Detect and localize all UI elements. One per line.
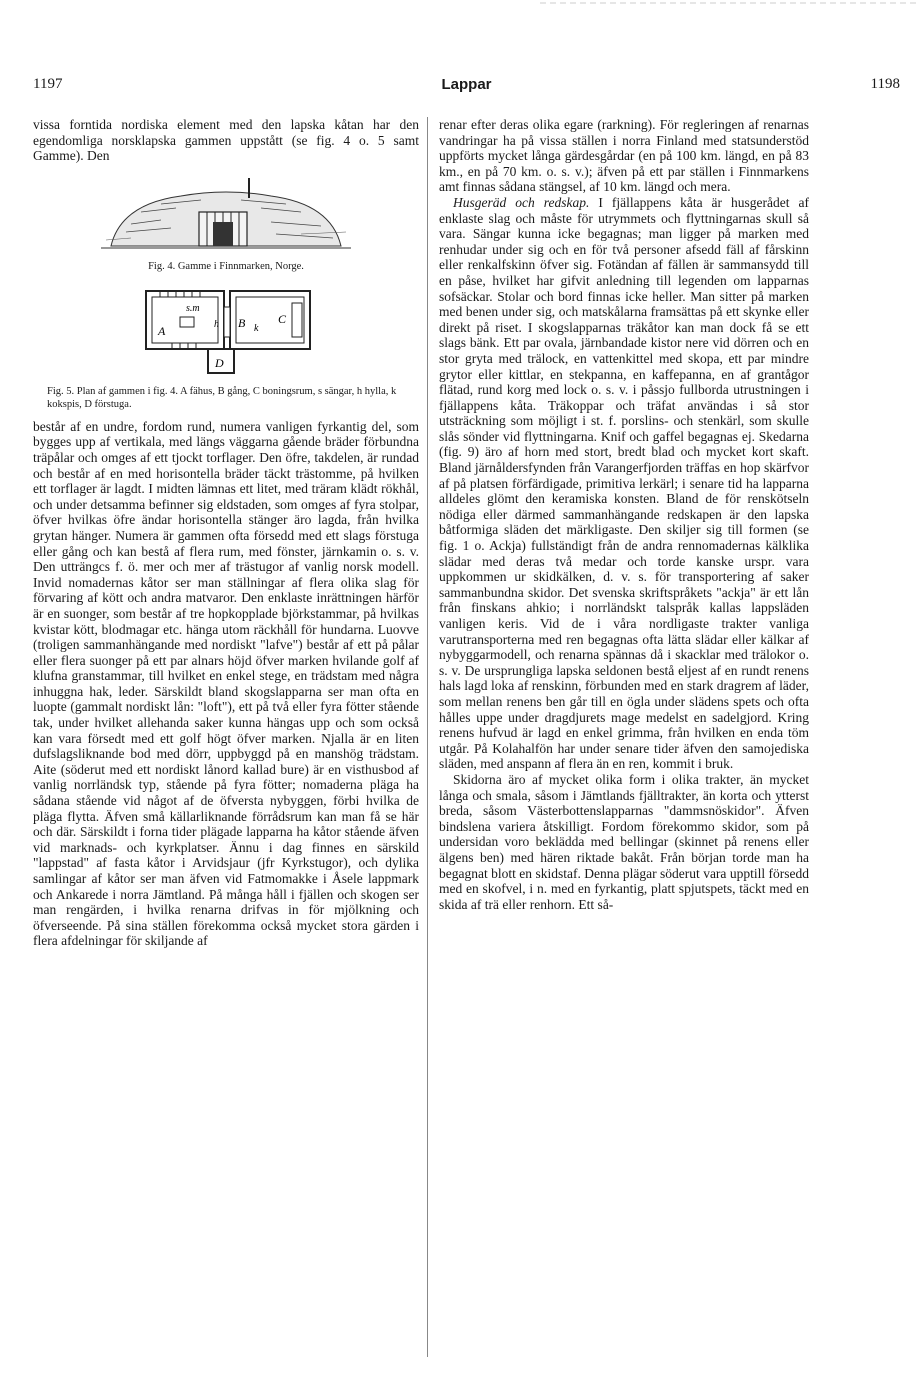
right-paragraph-2 [439, 195, 809, 772]
figure-4-caption: Fig. 4. Gamme i Finnmarken, Norge. [148, 260, 304, 272]
plan-label-h: h [214, 318, 219, 330]
page-number-left: 1197 [33, 76, 63, 92]
plan-label-C: C [278, 311, 287, 326]
page-header [33, 76, 900, 98]
plan-label-k: k [254, 322, 259, 334]
section-heading-husgerad: Husgeräd och redskap. [453, 194, 590, 210]
gamme-illustration [101, 174, 351, 254]
left-column [33, 117, 419, 949]
right-paragraph-1: renar efter deras olika egare (rarkning). För regleringen af renarnas vandringar ha på vissa ställen i norra Finland med statsunderstöd uppförts mycket långa gärdesgårdar (en på 100 km. längd, en på 83 km., en på 70 km. o. s. v.); äfven på ett par ställen i Finnmarkens amt finnas sådana stängsel, af 10 km. längd och mera. [439, 117, 809, 195]
figure-5-caption: Fig. 5. Plan af gammen i fig. 4. A fähus, B gång, C boningsrum, s sängar, h hylla, k kokspis, D förstuga. [47, 385, 397, 410]
running-title: Lappar [441, 76, 492, 93]
plan-label-A: A [158, 323, 166, 338]
plan-label-D: D [215, 355, 224, 370]
page-number-right: 1198 [870, 76, 900, 92]
top-edge-dashes [540, 0, 920, 6]
right-paragraph-2-text: I fjällappens kåta är husgerådet af enklaste slag och måste för utrymmets och flyttningarnas skull så vara. Sängar kunna icke begagnas; man ligger på marken med renhudar under sig och en för två personer afsedd fäll af fårskinn eller renkalfskinn öfver sig. Fotändan af fällen är sammansydd till en påse, hvilket har gifvit anledning till legenden om lapparnas sofsäckar. Stolar och bord finnas icke heller. Man sitter på marken med benen under sig, och matskålarna framsättas på ett skynke eller direkt på riset. I skogslapparnas träkåtor kan man dock få se ett slags bänk. Ett par ovala, järnbandade kistor nere vid dörren och en stor gryta med trälock, en vattenkittel med skopa, ett par mindre grytor eller kittlar, en stekpanna, en kaffepanna, en af grantågor flätad, rund korg med lock o. s. v. i påssjo fullborda utrustningen i fjällappens kåta. Träkoppar och träfat användas i så stor utsträckning som möjligt i st. f. porslins- och stenkärl, som skulle slås sönder vid flyttningarna. Knif och gaffel begagnas ej. Skedarna (fig. 9) äro af horn med stort, bredt blad och mycket kort skaft. Bland järnåldersfynden från Varangerfjorden träffas en hop skärfvor af på platsen förfärdigade, primitiva lerkärl; i senare tid ha lapparna alldeles glömt den keramiska konsten. Bland de för renskötseln nödiga eller därmed sammanhängande redskapen är den lapska båtformiga släden det märkligaste. Den skiljer sig till formen (se fig. 1 o. Ackja) fullständigt från de andra rennomadernas kälklika slädar med deras två medar och torde kanske urspr. vara uppkommen ur skidkälken, d. v. s. för transportering af saker sammanbundna skidor. Det svenska skriftspråkets "ackja" är ett lån från finskans ahkio; i norrländskt talspråk kallas lappsläden vanligen keris. Vid de i våra nordligaste trakter vanliga varutransporterna med ren begagnas ofta lätta slädar eller kälkar af nybyggarmodell, och renarna spännas då i skacklar med trälokor o. s. v. De ursprungliga lapska seldonen bestå eljest af en rundt renens hals lagd loka af renskinn, förbunden med en stark dragrem af läder, som mellan renens ben går till en ögla under slädens spets och ofta hålles uppe under dragdjurets mage medelst en sadelgjord. Kring renens hufvud är lagd en enkel grimma, från hvilken en enda töm utgår. På Kolahalfön har under senare tider äfven den samojediska släden, med anspann af flera än en ren, kommit i bruk. [439, 194, 809, 772]
plan-label-B: B [238, 315, 246, 330]
plan-label-sm: s.m [186, 302, 200, 314]
right-paragraph-3: Skidorna äro af mycket olika form i olika trakter, än mycket långa och smala, såsom i Jämtlands fjälltrakter, än korta och ytterst breda, såsom Västerbottenslapparnas "dammsnöskidor". Äfven bindslena variera åtskilligt. Fordom förekommo skidor, som på undersidan voro beklädda med bellingar (skinnet på renens eller älgens ben) med hären riktade bakåt. Från början torde man ha begagnat blott en skidstaf. Denna plägar söderut vara upptill försedd med en skofvel, i n. med en fyrkantig, platt spjutspets, täckt med en skida af trä eller renhorn. Ett så- [439, 771, 809, 912]
left-body-text: består af en undre, fordom rund, numera vanligen fyrkantig del, som bygges upp af vertikala, med längs väggarna gående bräder förbundna träpålar och omges af ett tjockt torflager. Den öfre, takdelen, är rundad och består af en med horisontella bräder täckt trästomme, på hvilken ett torflager är lagdt. I midten lämnas ett litet, med träram klädt rökhål, och under detsamma befinner sig eldstaden, som omges af fyra stolpar, öfver hvilkas öfre ändar horisontella stänger äro lagda, från hvilka grytan hänger. Numera är gammen ofta försedd med ett slags förstuga eller gång och kan bestå af flera rum, med fönster, järnkamin o. s. v. Den utträngcs f. ö. mer och mer af trästugor af vanlig norsk modell. Invid nomadernas kåtor ser man ställningar af flera olika slag för förvaring af kött och andra matvaror. Den enklaste inrättningen härför är en suonger, som består af tre hopkopplade björkstammar, på hvilkas kvistar kött, blodmagar etc. hänga utom räckhåll för hundarna. Luovve (troligen sammanhängande med nordiskt "lafve") består af ett på pålar eller flera suonger på ett par alnars höjd öfver marken hvilande golf af klufna granstammar, till hvilket en enkel stege, en trädstam med några inhuggna hak, leder. Särskildt bland skogslapparna ser man ofta en luopte (gammalt nordiskt lån: "loft"), ett på två eller fyra fötter stående tak, under hvilket allehanda saker kunna hängas upp och som också kan vara försedt med ett golf högt öfver marken. Njalla är en liten dufslagsliknande bod med dörr, uppbyggd på en manshög trädstam. Aite (söderut med ett nordiskt lånord kallad bure) är en visthusbod af vanlig norrländsk typ, stående på fyra fötter; nomaderna pläga ha sådana stående vid något af de öfversta nybyggen, förbi hvilka de pläga flytta. Äfven små källarliknande förrådsrum kan man få se här och där. Särskildt i forna tider plägade lapparna ha kåtor stående äfven vid marknads- och kyrkplatser. Ännu i dag finnes en särskild "lappstad" af fasta kåtor i Arvidsjaur (jfr Kyrkstugor), och dylika samlingar af kåtor ser man äfven vid Fatmomakke i Åsele lappmark och Ankarede i norra Jämtland. På många håll i fjällen och skogen ser man rengärden, i hvilka renarna drifvas in för mjölkning och öfverseende. På sina ställen förekomma också mycket stora gärden i flera afdelningar för skiljande af [33, 418, 419, 949]
right-column [439, 117, 809, 912]
figure-4 [33, 174, 419, 273]
figure-5 [33, 283, 419, 411]
column-divider [427, 117, 428, 1357]
left-intro-text: vissa forntida nordiska element med den lapska kåtan har den egendomliga norsklapska gammen uppstått (se fig. 4 o. 5 samt Gamme). Den [33, 117, 419, 164]
gamme-floor-plan [126, 283, 326, 379]
